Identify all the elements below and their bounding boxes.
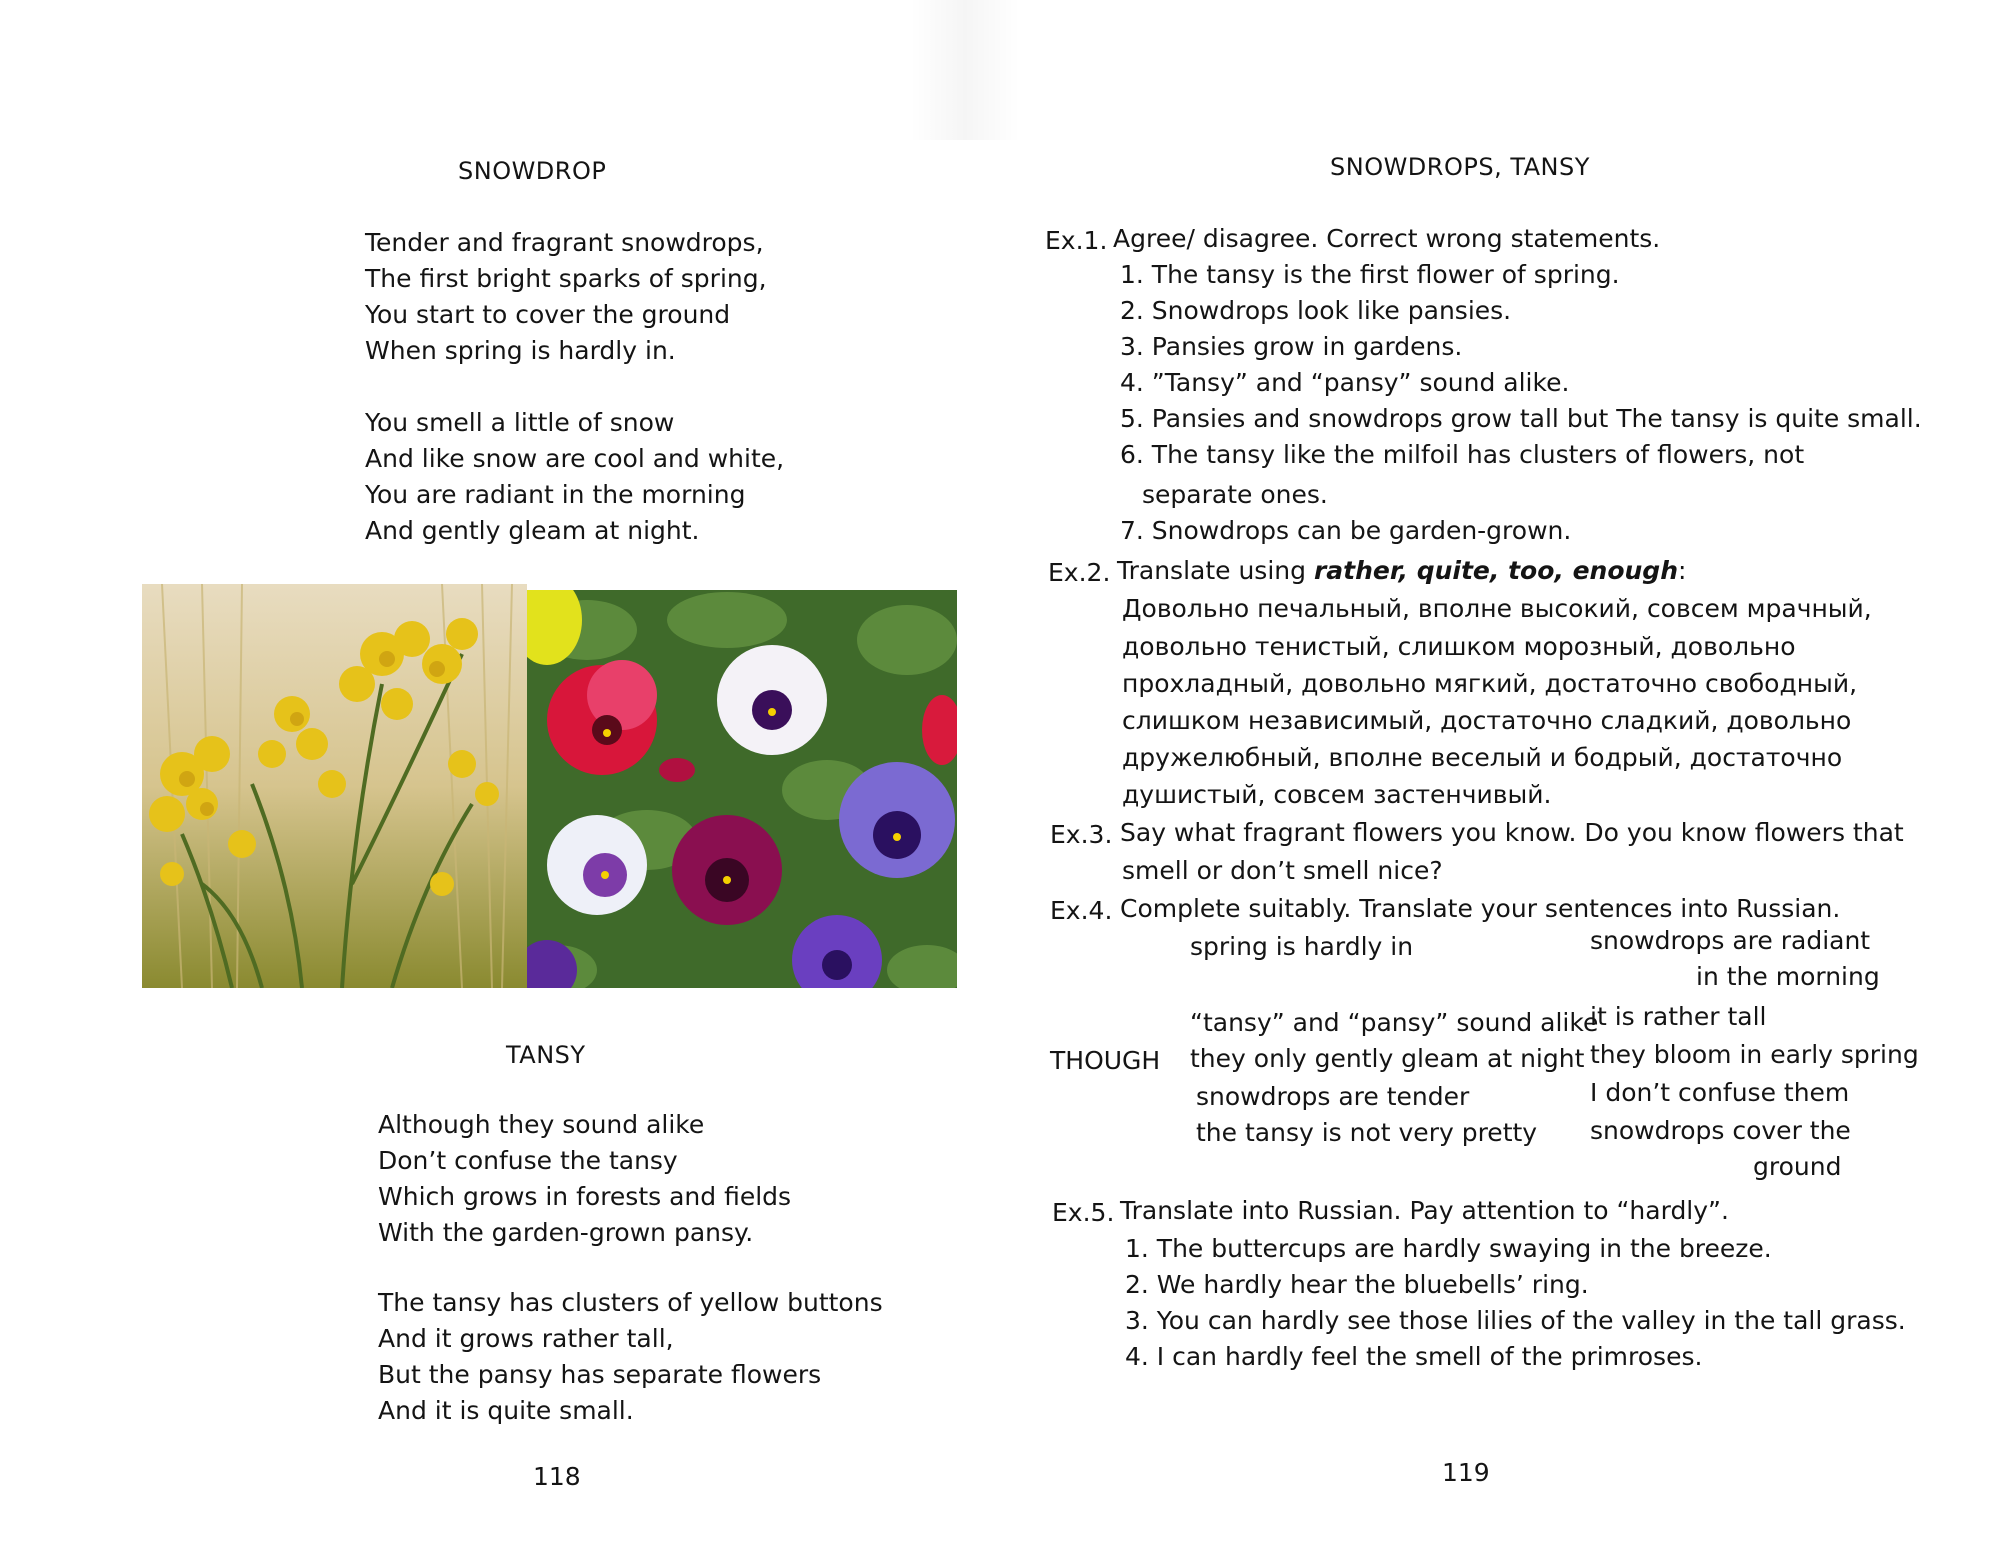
poem-line: You smell a little of snow [365, 408, 675, 437]
clause-left: they only gently gleam at night [1190, 1044, 1585, 1073]
clause-right: snowdrops are radiant [1590, 926, 1871, 955]
russian-line: слишком независимый, достаточно сладкий, довольно [1122, 706, 1852, 735]
clause-left: snowdrops are tender [1196, 1082, 1470, 1111]
exercise-item: 5. Pansies and snowdrops grow tall but The tansy is quite small. [1120, 404, 1922, 433]
poem-line: You start to cover the ground [365, 300, 731, 329]
clause-left: the tansy is not very pretty [1196, 1118, 1538, 1147]
poem-line: And it is quite small. [378, 1396, 634, 1425]
page-number-right: 119 [1442, 1458, 1490, 1487]
exercise-item: 3. You can hardly see those lilies of the valley in the tall grass. [1125, 1306, 1906, 1335]
russian-line: довольно тенистый, слишком морозный, довольно [1122, 632, 1796, 661]
exercise-item: 2. Snowdrops look like pansies. [1120, 296, 1512, 325]
exercise-instruction: Translate into Russian. Pay attention to “hardly”. [1120, 1196, 1729, 1225]
tansy-photo [142, 584, 527, 988]
exercise-instruction [1117, 554, 1686, 588]
exercise-instruction: Agree/ disagree. Correct wrong statements. [1113, 224, 1661, 253]
exercise-item: 3. Pansies grow in gardens. [1120, 332, 1463, 361]
exercise-label: Ex.5. [1052, 1198, 1115, 1227]
exercise-item: 2. We hardly hear the bluebells’ ring. [1125, 1270, 1589, 1299]
instruction-colon: : [1678, 556, 1687, 585]
russian-line: прохладный, довольно мягкий, достаточно свободный, [1122, 669, 1858, 698]
exercise-item: 6. The tansy like the milfoil has clusters of flowers, not [1120, 440, 1805, 469]
poem-title-snowdrop: SNOWDROP [458, 157, 607, 185]
exercise-label: Ex.2. [1048, 558, 1111, 587]
clause-right: ground [1753, 1152, 1842, 1181]
clause-right: I don’t confuse them [1590, 1078, 1850, 1107]
exercise-label: Ex.3. [1050, 820, 1113, 849]
page-title-right: SNOWDROPS, TANSY [1330, 153, 1590, 181]
poem-line: And it grows rather tall, [378, 1324, 674, 1353]
russian-line: душистый, совсем застенчивый. [1122, 780, 1552, 809]
poem-line: Don’t confuse the tansy [378, 1146, 678, 1175]
connector-word: THOUGH [1050, 1046, 1161, 1075]
clause-left: “tansy” and “pansy” sound alike [1190, 1008, 1599, 1037]
exercise-instruction: smell or don’t smell nice? [1122, 856, 1443, 885]
instruction-keywords: rather, quite, too, enough [1313, 556, 1678, 585]
exercise-instruction: Say what fragrant flowers you know. Do you know flowers that [1120, 818, 1904, 847]
poem-line: When spring is hardly in. [365, 336, 676, 365]
poem-line: You are radiant in the morning [365, 480, 746, 509]
poem-line: The first bright sparks of spring, [365, 264, 767, 293]
clause-right: it is rather tall [1590, 1002, 1767, 1031]
russian-line: Довольно печальный, вполне высокий, совсем мрачный, [1122, 594, 1872, 623]
right-page [1000, 0, 2000, 1556]
page-number-left: 118 [533, 1462, 581, 1491]
poem-line: And gently gleam at night. [365, 516, 700, 545]
instruction-text: Translate using [1117, 556, 1314, 585]
exercise-item: 7. Snowdrops can be garden-grown. [1120, 516, 1572, 545]
clause-left: spring is hardly in [1190, 932, 1414, 961]
poem-line: Tender and fragrant snowdrops, [365, 228, 764, 257]
exercise-item: 4. ”Tansy” and “pansy” sound alike. [1120, 368, 1570, 397]
russian-line: дружелюбный, вполне веселый и бодрый, достаточно [1122, 743, 1843, 772]
exercise-label: Ex.4. [1050, 896, 1113, 925]
poem-line: With the garden-grown pansy. [378, 1218, 754, 1247]
poem-line: But the pansy has separate flowers [378, 1360, 822, 1389]
exercise-item: separate ones. [1142, 480, 1328, 509]
exercise-item: 1. The buttercups are hardly swaying in the breeze. [1125, 1234, 1772, 1263]
exercise-item: 1. The tansy is the first flower of spring. [1120, 260, 1620, 289]
poem-line: And like snow are cool and white, [365, 444, 785, 473]
poem-title-tansy: TANSY [506, 1041, 586, 1069]
poem-line: Although they sound alike [378, 1110, 705, 1139]
poem-line: The tansy has clusters of yellow buttons [378, 1288, 883, 1317]
clause-right: they bloom in early spring [1590, 1040, 1919, 1069]
clause-right: in the morning [1696, 962, 1880, 991]
exercise-label: Ex.1. [1045, 226, 1108, 255]
clause-right: snowdrops cover the [1590, 1116, 1851, 1145]
exercise-item: 4. I can hardly feel the smell of the primroses. [1125, 1342, 1703, 1371]
poem-line: Which grows in forests and fields [378, 1182, 792, 1211]
exercise-instruction: Complete suitably. Translate your sentences into Russian. [1120, 894, 1841, 923]
pansies-photo [527, 590, 957, 988]
